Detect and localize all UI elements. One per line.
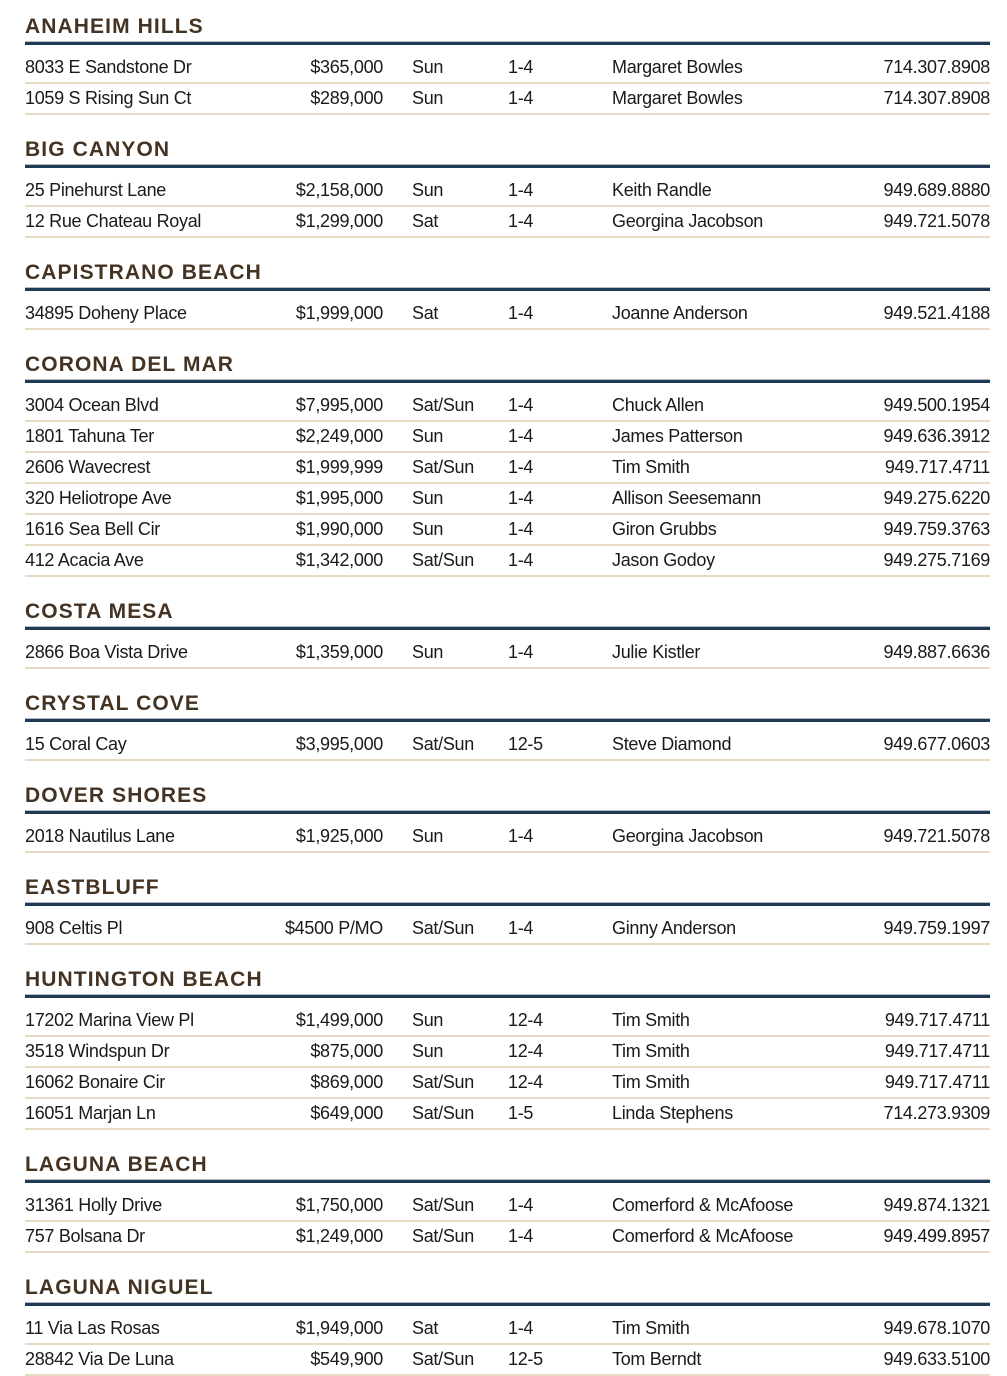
listing-time: 1-4 bbox=[508, 1195, 534, 1215]
listing-rows bbox=[25, 822, 990, 853]
listing-phone: 949.633.5100 bbox=[883, 1349, 990, 1369]
listing-row bbox=[25, 1191, 990, 1222]
listing-price: $4500 P/MO bbox=[284, 918, 383, 938]
listing-price: $1,995,000 bbox=[295, 488, 383, 508]
listing-agent: Allison Seesemann bbox=[612, 488, 761, 508]
city-section-title: COSTA MESA bbox=[25, 600, 174, 623]
listing-rows bbox=[25, 53, 990, 115]
listing-address: 1801 Tahuna Ter bbox=[25, 426, 154, 446]
listing-row bbox=[25, 299, 990, 330]
listing-row bbox=[25, 422, 990, 453]
listing-agent: Comerford & McAfoose bbox=[612, 1226, 794, 1246]
listing-time: 1-5 bbox=[508, 1103, 534, 1123]
section-header-rule bbox=[25, 810, 990, 814]
listing-phone: 949.678.1070 bbox=[883, 1318, 990, 1338]
listing-time: 12-4 bbox=[508, 1072, 543, 1092]
listing-agent: Joanne Anderson bbox=[612, 303, 748, 323]
listing-address: 757 Bolsana Dr bbox=[25, 1226, 145, 1246]
listing-agent: Julie Kistler bbox=[612, 642, 701, 662]
listing-days: Sat/Sun bbox=[412, 1226, 474, 1246]
listing-rows bbox=[25, 176, 990, 238]
listing-agent: Tom Berndt bbox=[612, 1349, 702, 1369]
listing-days: Sun bbox=[412, 1041, 444, 1061]
listing-address: 25 Pinehurst Lane bbox=[25, 180, 167, 200]
city-section bbox=[25, 693, 990, 761]
listing-agent: Tim Smith bbox=[612, 1041, 690, 1061]
listing-time: 1-4 bbox=[508, 918, 534, 938]
listing-row bbox=[25, 391, 990, 422]
listing-price: $869,000 bbox=[310, 1072, 383, 1092]
listing-price: $2,249,000 bbox=[295, 426, 383, 446]
section-header-rule bbox=[25, 1179, 990, 1183]
listing-agent: Georgina Jacobson bbox=[612, 826, 764, 846]
listing-address: 2018 Nautilus Lane bbox=[25, 826, 175, 846]
listing-agent: Margaret Bowles bbox=[612, 57, 743, 77]
listing-row bbox=[25, 914, 990, 945]
listing-address: 908 Celtis Pl bbox=[25, 918, 123, 938]
listing-price: $365,000 bbox=[310, 57, 383, 77]
listing-rows bbox=[25, 730, 990, 761]
city-section bbox=[25, 139, 990, 238]
listing-agent: Jason Godoy bbox=[612, 550, 715, 570]
listing-agent: James Patterson bbox=[612, 426, 743, 446]
listing-days: Sat bbox=[412, 1318, 439, 1338]
listing-time: 1-4 bbox=[508, 457, 534, 477]
city-section-title: DOVER SHORES bbox=[25, 784, 208, 807]
listing-agent: Tim Smith bbox=[612, 1318, 690, 1338]
listing-price: $1,999,999 bbox=[295, 457, 383, 477]
listing-days: Sat/Sun bbox=[412, 918, 474, 938]
listing-phone: 714.273.9309 bbox=[883, 1103, 990, 1123]
listing-price: $1,925,000 bbox=[295, 826, 383, 846]
listing-time: 1-4 bbox=[508, 395, 534, 415]
listing-agent: Margaret Bowles bbox=[612, 88, 743, 108]
listing-price: $1,359,000 bbox=[295, 642, 383, 662]
listing-time: 1-4 bbox=[508, 488, 534, 508]
listing-phone: 949.499.8957 bbox=[883, 1226, 990, 1246]
listing-agent: Tim Smith bbox=[612, 1010, 690, 1030]
listing-address: 15 Coral Cay bbox=[25, 734, 127, 754]
city-section bbox=[25, 785, 990, 853]
listing-days: Sat/Sun bbox=[412, 550, 474, 570]
listing-address: 12 Rue Chateau Royal bbox=[25, 211, 202, 231]
listing-row bbox=[25, 84, 990, 115]
listing-phone: 949.717.4711 bbox=[884, 1041, 990, 1061]
listing-days: Sat/Sun bbox=[412, 1349, 474, 1369]
listing-days: Sun bbox=[412, 519, 444, 539]
listing-days: Sun bbox=[412, 88, 444, 108]
listing-agent: Comerford & McAfoose bbox=[612, 1195, 794, 1215]
section-header-rule bbox=[25, 1302, 990, 1306]
listing-days: Sun bbox=[412, 426, 444, 446]
city-section bbox=[25, 16, 990, 115]
listing-price: $1,342,000 bbox=[295, 550, 383, 570]
listing-address: 1616 Sea Bell Cir bbox=[25, 519, 160, 539]
listing-phone: 949.759.1997 bbox=[883, 918, 990, 938]
listing-rows bbox=[25, 914, 990, 945]
city-section-title: LAGUNA BEACH bbox=[25, 1153, 208, 1176]
listing-time: 1-4 bbox=[508, 642, 534, 662]
listing-days: Sat/Sun bbox=[412, 395, 474, 415]
listing-row bbox=[25, 1068, 990, 1099]
listing-time: 12-5 bbox=[508, 1349, 543, 1369]
listing-row bbox=[25, 1314, 990, 1345]
section-header-rule bbox=[25, 626, 990, 630]
listing-price: $1,750,000 bbox=[295, 1195, 383, 1215]
city-section bbox=[25, 1277, 990, 1376]
listing-time: 12-4 bbox=[508, 1010, 543, 1030]
listing-agent: Chuck Allen bbox=[612, 395, 704, 415]
listing-days: Sun bbox=[412, 642, 444, 662]
listing-days: Sat/Sun bbox=[412, 1072, 474, 1092]
listing-agent: Ginny Anderson bbox=[612, 918, 736, 938]
listing-row bbox=[25, 1345, 990, 1376]
listing-row bbox=[25, 53, 990, 84]
listing-address: 34895 Doheny Place bbox=[25, 303, 187, 323]
listing-phone: 949.500.1954 bbox=[883, 395, 990, 415]
listing-time: 1-4 bbox=[508, 1226, 534, 1246]
listing-phone: 949.521.4188 bbox=[883, 303, 990, 323]
city-section-title: ANAHEIM HILLS bbox=[25, 15, 204, 38]
listing-price: $2,158,000 bbox=[295, 180, 383, 200]
listing-row bbox=[25, 484, 990, 515]
listing-agent: Tim Smith bbox=[612, 457, 690, 477]
section-header-rule bbox=[25, 287, 990, 291]
listing-price: $875,000 bbox=[310, 1041, 383, 1061]
city-section bbox=[25, 262, 990, 330]
city-section-title: HUNTINGTON BEACH bbox=[25, 968, 263, 991]
listing-phone: 949.689.8880 bbox=[883, 180, 990, 200]
section-header-rule bbox=[25, 164, 990, 168]
listing-time: 1-4 bbox=[508, 1318, 534, 1338]
listing-time: 12-5 bbox=[508, 734, 543, 754]
listing-address: 16051 Marjan Ln bbox=[25, 1103, 156, 1123]
listing-phone: 949.636.3912 bbox=[883, 426, 990, 446]
listing-days: Sun bbox=[412, 1010, 444, 1030]
section-header-rule bbox=[25, 379, 990, 383]
listing-time: 1-4 bbox=[508, 211, 534, 231]
city-section-title: CAPISTRANO BEACH bbox=[25, 261, 262, 284]
listing-time: 1-4 bbox=[508, 826, 534, 846]
listing-time: 1-4 bbox=[508, 180, 534, 200]
listing-row bbox=[25, 546, 990, 577]
listing-rows bbox=[25, 638, 990, 669]
listing-address: 2606 Wavecrest bbox=[25, 457, 151, 477]
listing-days: Sat bbox=[412, 211, 439, 231]
listing-address: 16062 Bonaire Cir bbox=[25, 1072, 165, 1092]
listing-phone: 949.874.1321 bbox=[883, 1195, 990, 1215]
listing-address: 2866 Boa Vista Drive bbox=[25, 642, 188, 662]
section-header-rule bbox=[25, 41, 990, 45]
listing-agent: Steve Diamond bbox=[612, 734, 732, 754]
listing-agent: Giron Grubbs bbox=[612, 519, 717, 539]
listing-address: 11 Via Las Rosas bbox=[25, 1318, 160, 1338]
listing-price: $1,499,000 bbox=[295, 1010, 383, 1030]
listing-price: $649,000 bbox=[310, 1103, 383, 1123]
listing-phone: 949.887.6636 bbox=[883, 642, 990, 662]
listing-row bbox=[25, 822, 990, 853]
listing-price: $1,299,000 bbox=[295, 211, 383, 231]
listing-time: 1-4 bbox=[508, 88, 534, 108]
listing-time: 1-4 bbox=[508, 303, 534, 323]
listing-price: $1,999,000 bbox=[295, 303, 383, 323]
listing-time: 12-4 bbox=[508, 1041, 543, 1061]
listing-days: Sat/Sun bbox=[412, 457, 474, 477]
city-section-title: LAGUNA NIGUEL bbox=[25, 1276, 214, 1299]
city-section-title: CORONA DEL MAR bbox=[25, 353, 235, 376]
listing-phone: 949.677.0603 bbox=[883, 734, 990, 754]
listing-phone: 949.721.5078 bbox=[883, 826, 990, 846]
listing-row bbox=[25, 1006, 990, 1037]
city-sections-container bbox=[25, 16, 990, 1376]
listing-price: $289,000 bbox=[310, 88, 383, 108]
city-section bbox=[25, 601, 990, 669]
listing-phone: 949.759.3763 bbox=[883, 519, 990, 539]
listing-row bbox=[25, 207, 990, 238]
listing-price: $1,249,000 bbox=[295, 1226, 383, 1246]
listing-row bbox=[25, 1099, 990, 1130]
listing-address: 1059 S Rising Sun Ct bbox=[25, 88, 192, 108]
listing-phone: 949.717.4711 bbox=[884, 1072, 990, 1092]
listing-days: Sat/Sun bbox=[412, 1195, 474, 1215]
listing-price: $1,990,000 bbox=[295, 519, 383, 539]
city-section bbox=[25, 354, 990, 577]
listing-rows bbox=[25, 299, 990, 330]
listing-address: 28842 Via De Luna bbox=[25, 1349, 174, 1369]
listing-address: 17202 Marina View Pl bbox=[25, 1010, 194, 1030]
section-header-rule bbox=[25, 902, 990, 906]
listing-phone: 949.275.6220 bbox=[883, 488, 990, 508]
section-header-rule bbox=[25, 994, 990, 998]
listing-days: Sun bbox=[412, 57, 444, 77]
listing-time: 1-4 bbox=[508, 519, 534, 539]
listing-agent: Tim Smith bbox=[612, 1072, 690, 1092]
listing-row bbox=[25, 730, 990, 761]
city-section-title: BIG CANYON bbox=[25, 138, 171, 161]
listing-phone: 949.275.7169 bbox=[883, 550, 990, 570]
listing-row bbox=[25, 1037, 990, 1068]
listing-address: 412 Acacia Ave bbox=[25, 550, 144, 570]
listing-rows bbox=[25, 1314, 990, 1376]
listing-days: Sun bbox=[412, 180, 444, 200]
listing-phone: 949.717.4711 bbox=[884, 1010, 990, 1030]
listing-price: $1,949,000 bbox=[295, 1318, 383, 1338]
listing-time: 1-4 bbox=[508, 57, 534, 77]
listing-address: 8033 E Sandstone Dr bbox=[25, 57, 192, 77]
listing-address: 320 Heliotrope Ave bbox=[25, 488, 172, 508]
listing-row bbox=[25, 638, 990, 669]
city-section-title: EASTBLUFF bbox=[25, 876, 160, 899]
listing-price: $3,995,000 bbox=[295, 734, 383, 754]
listing-address: 3518 Windspun Dr bbox=[25, 1041, 170, 1061]
listing-days: Sat/Sun bbox=[412, 1103, 474, 1123]
listing-days: Sun bbox=[412, 826, 444, 846]
listing-price: $549,900 bbox=[310, 1349, 383, 1369]
listing-address: 3004 Ocean Blvd bbox=[25, 395, 159, 415]
listing-row bbox=[25, 453, 990, 484]
listing-time: 1-4 bbox=[508, 426, 534, 446]
listing-days: Sat bbox=[412, 303, 439, 323]
listing-phone: 714.307.8908 bbox=[883, 57, 990, 77]
open-house-listings-page bbox=[0, 16, 1007, 1376]
listing-address: 31361 Holly Drive bbox=[25, 1195, 162, 1215]
listing-agent: Georgina Jacobson bbox=[612, 211, 764, 231]
city-section bbox=[25, 1154, 990, 1253]
listing-row bbox=[25, 515, 990, 546]
listing-price: $7,995,000 bbox=[295, 395, 383, 415]
listing-row bbox=[25, 176, 990, 207]
listing-phone: 949.721.5078 bbox=[883, 211, 990, 231]
listing-phone: 949.717.4711 bbox=[884, 457, 990, 477]
city-section-title: CRYSTAL COVE bbox=[25, 692, 200, 715]
city-section bbox=[25, 969, 990, 1130]
listing-row bbox=[25, 1222, 990, 1253]
section-header-rule bbox=[25, 718, 990, 722]
listing-phone: 714.307.8908 bbox=[883, 88, 990, 108]
listing-time: 1-4 bbox=[508, 550, 534, 570]
city-section bbox=[25, 877, 990, 945]
listing-rows bbox=[25, 1006, 990, 1130]
listing-days: Sun bbox=[412, 488, 444, 508]
listing-rows bbox=[25, 1191, 990, 1253]
listing-agent: Linda Stephens bbox=[612, 1103, 733, 1123]
listing-days: Sat/Sun bbox=[412, 734, 474, 754]
listing-rows bbox=[25, 391, 990, 577]
listing-agent: Keith Randle bbox=[612, 180, 712, 200]
